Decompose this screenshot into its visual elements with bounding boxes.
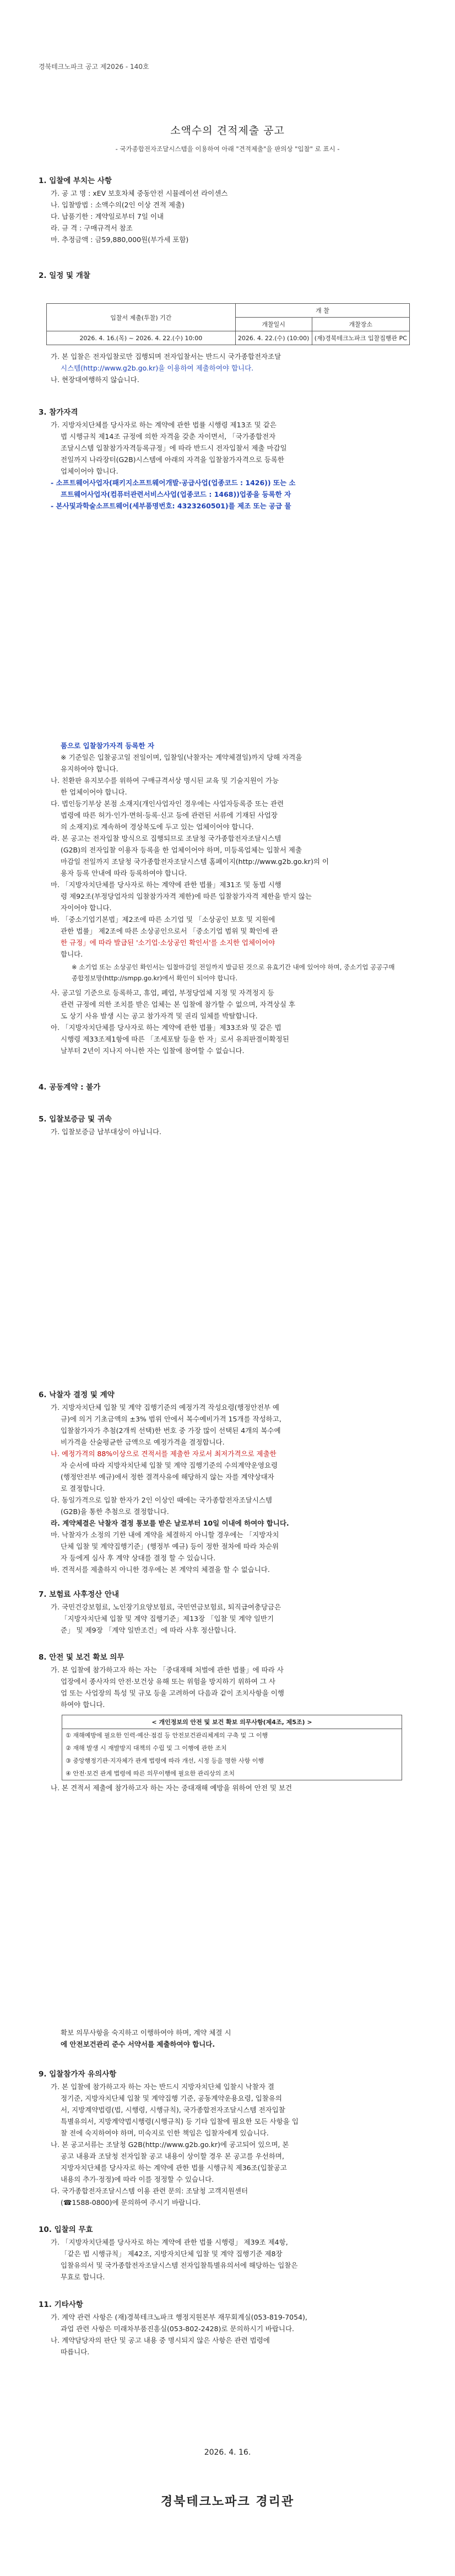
- issuing-organization: 경북테크노파크 경리관: [160, 2495, 295, 2509]
- s3-box-item: 한 업체이어야 합니다.: [61, 788, 127, 796]
- s9-item: 찰 전에 숙지하여야 하며, 미숙지로 인한 책임은 입찰자에게 있습니다.: [61, 2129, 269, 2137]
- s6-item: 입찰참가자가 추첨(2개씩 선택)한 번호 중 가장 많이 선택된 4개의 복수예: [61, 1426, 281, 1435]
- s11-item: 가. 계약 관련 사항은 (재)경북테크노파크 행정지원본부 재무회계실(053-819-7054),: [51, 2313, 307, 2321]
- table-header: 개찰장소: [312, 318, 410, 331]
- s9-item: 다. 국가종합전자조달시스템 이용 관련 문의: 조달청 고객지원센터: [51, 2187, 248, 2195]
- s3-box-item: 유지하여야 합니다.: [61, 765, 118, 773]
- s2-item-link[interactable]: 시스템(http://www.g2b.go.kr)을 이용하여 제출하여야 합니다.: [61, 364, 254, 372]
- s3-box-item: 마. 「지방자치단체를 당사자로 하는 계약에 관한 법률」제31조 및 동법 시행: [51, 881, 281, 889]
- s3-note: ※ 소기업 또는 소상공인 확인서는 입찰마감일 전일까지 발급된 것으로 유효기간 내에 있어야 하며, 중소기업 공공구매 종합정보망(http://smpp.go.kr)에서 확인이 되어야 합니다.: [72, 963, 395, 982]
- s10-item: 「같은 법 시행규칙」 제42조, 지방자치단체 입찰 및 계약 집행기준 제8장: [61, 2250, 283, 2258]
- safety-duty-box: [62, 1715, 402, 1780]
- s10-item: 가. 「지방자치단체를 당사자로 하는 계약에 관한 법률 시행령」 제39조 제4항,: [51, 2238, 288, 2246]
- s9-item: 특별유의서, 지방계약법시행령(시행규칙) 등 기타 입찰에 필요한 모든 사항을 입: [61, 2117, 299, 2126]
- s6-item: 다. 동일가격으로 입찰 한자가 2인 이상인 때에는 국가종합전자조달시스템: [51, 1496, 272, 1504]
- notice-date: 2026. 4. 16.: [204, 2448, 251, 2457]
- section-4-heading: 4. 공동계약 : 불가: [39, 1083, 101, 1092]
- s3-box-item: 나. 친환판 유지보수를 위하여 구매규격서상 명시된 교육 및 기술지원이 가능: [51, 776, 279, 785]
- section-7-heading: 7. 보험료 사후정산 안내: [39, 1590, 119, 1599]
- s6-item: (행정안전부 예규)에서 정한 결격사유에 해당하지 않는 자를 계약상대자: [61, 1473, 274, 1481]
- s3-box-item: 도 상기 사유 발생 시는 공고 참가자격 및 권리 일체를 박탈합니다.: [61, 1012, 258, 1020]
- s11-item: 따릅니다.: [61, 2348, 90, 2356]
- s10-item: 무효로 합니다.: [61, 2273, 105, 2281]
- s11-item: 과업 관련 사항은 미래차부품진흥실(053-802-2428)로 문의하시기 바랍니다.: [61, 2325, 295, 2333]
- section-2-heading: 2. 일정 및 개찰: [39, 271, 90, 280]
- s2-item: 가. 본 입찰은 전자입찰로만 집행되며 전자입찰서는 반드시 국가종합전자조달: [51, 352, 281, 361]
- s7-item: 준」 및 제9장 「계약 일반조건」에 따라 사후 정산합니다.: [61, 1626, 236, 1634]
- s3-box-item: 다. 법인등기부상 본점 소재지(개인사업자인 경우에는 사업자등록증 또는 관련: [51, 799, 284, 808]
- s3-box-item: 관한 법률」 제2조에 따른 소상공인으로서 「중소기업 범위 및 확인에 관: [61, 927, 278, 935]
- safety-duty-row: ③ 중앙행정기관·지자체가 관계 법령에 따라 개선, 시정 등을 명한 사항 이행: [66, 1757, 264, 1764]
- table-header: 개 찰: [235, 304, 409, 318]
- s8-item: 업 또는 사업장의 특성 및 규모 등을 고려하여 다음과 같이 조치사항을 이행: [61, 1689, 284, 1697]
- section-1-heading: 1. 입찰에 부치는 사항: [39, 176, 112, 185]
- s6-item: 로 결정합니다.: [61, 1484, 105, 1493]
- s3-box-item: 마감일 전일까지 조달청 국가종합전자조달시스템 홈페이지(http://www.g2b.go.kr)의 이: [61, 857, 329, 866]
- s3-box-item: 의 소재지)로 계속하여 경상북도에 두고 있는 업체이어야 합니다.: [61, 823, 254, 831]
- s6-item: 자 등에게 심사 후 계약 상대를 결정 할 수 있습니다.: [61, 1554, 216, 1562]
- section-5-heading: 5. 입찰보증금 및 귀속: [39, 1115, 112, 1124]
- s3-item: 가. 지방자치단체를 당사자로 하는 계약에 관한 법률 시행령 제13조 및 같은: [51, 421, 277, 429]
- s6-item: 라. 계약체결은 낙찰자 결정 통보를 받은 날로부터 10일 이내에 하여야 합니다.: [51, 1519, 289, 1527]
- s3-box-item: 바. 「중소기업기본법」제2조에 따른 소기업 및 「소상공인 보호 및 지원에: [51, 915, 275, 924]
- table-header: 개찰일시: [235, 318, 312, 331]
- safety-duty-row: ① 재해예방에 필요한 인력·예산·점검 등 안전보건관리체계의 구축 및 그 이행: [66, 1732, 268, 1739]
- s8-item: 업장에서 종사자의 안전·보건상 유해 또는 위험을 방지하기 위하여 그 사: [61, 1677, 275, 1686]
- s6-item: (G2B)을 통한 추첨으로 결정합니다.: [61, 1507, 169, 1516]
- s9-item: 공고 내용과 조달청 전자입찰 공고 내용이 상이할 경우 본 공고를 우선하며,: [61, 2152, 284, 2160]
- s3-box-item: 령 제92조(부정당업자의 입찰참가자격 제한)에 따른 입찰참가자격 제한을 받지 않는: [61, 892, 312, 900]
- s3-box-item: 라. 본 공고는 전자입찰 방식으로 집행되므로 조달청 국가종합전자조달시스템: [51, 834, 281, 842]
- s9-item: 정기준, 지방자치단체 입찰 및 계약집행 기준, 공동계약운용요령, 입찰유의: [61, 2094, 282, 2102]
- s6-item: 바. 견적서를 제출하지 아니한 경우에는 본 계약의 체결을 할 수 없습니다.: [51, 1565, 270, 1574]
- s3-item: 업체이어야 합니다.: [61, 467, 118, 475]
- s8-item: 나. 본 견적서 제출에 참가하고자 하는 자는 중대재해 예방을 위하여 안전 및 보건: [51, 1784, 292, 1792]
- s3-box-item: 품으로 입찰참가자격 등록한 자: [61, 742, 155, 750]
- section-8-heading: 8. 안전 및 보건 확보 의무: [39, 1653, 124, 1662]
- s3-box-item: 한 규정」에 따라 발급된 '소기업·소상공인 확인서'를 소지한 업체이어야: [61, 938, 275, 947]
- table-cell: 2026. 4. 16.(목) ~ 2026. 4. 22.(수) 10:00: [47, 331, 236, 345]
- s6-item: 단체 입찰 및 계약집행기준」(행정부 예규) 등이 정한 절차에 따라 차순위: [61, 1542, 279, 1550]
- s9-item: 가. 본 입찰에 참가하고자 하는 자는 반드시 지방자치단체 입찰시 낙찰자 결: [51, 2083, 274, 2091]
- s5-item: 가. 입찰보증금 납부대상이 아닙니다.: [51, 1128, 161, 1136]
- safety-duty-box-title: < 개인정보의 안전 및 보건 확보 의무사항(제4조, 제5조) >: [62, 1715, 402, 1729]
- s7-item: 가. 국민건강보험료, 노인장기요양보험료, 국민연금보험료, 퇴직급여충당금은: [51, 1603, 281, 1611]
- s3-box-item: 용자 등록 안내에 따라 등록하여야 합니다.: [61, 869, 187, 877]
- section-3-heading: 3. 참가자격: [39, 408, 78, 417]
- section-6-heading: 6. 낙찰자 결정 및 계약: [39, 1391, 115, 1399]
- s9-item: (☎1588-0800)에 문의하여 주시기 바랍니다.: [61, 2198, 201, 2207]
- s7-item: 「지방자치단체 입찰 및 계약 집행기준」제13장 「입찰 및 계약 일반기: [61, 1614, 274, 1623]
- s3-box-item: 사. 공고일 기준으로 등록하고, 휴업, 폐업, 부정당업체 지정 및 자격정지 등: [51, 989, 274, 997]
- s8-item: 가. 본 입찰에 참가하고자 하는 자는 「중대재해 처벌에 관한 법률」에 따라 사: [51, 1666, 284, 1674]
- s1-item: 나. 입찰방법 : 소액수의(2인 이상 견적 제출): [51, 201, 185, 209]
- s9-item: 서, 지방계약법령(법, 시행령, 시행규칙), 국가종합전자조달시스템 전자입찰: [61, 2106, 285, 2114]
- s3-box-item: 관련 규정에 의한 조치를 받은 업체는 본 입찰에 참가할 수 없으며, 자격상실 후: [61, 1000, 295, 1008]
- section-10-heading: 10. 입찰의 무효: [39, 2225, 93, 2234]
- s6-item: 자 순서에 따라 지방자치단체 입찰 및 계약 집행기준의 수의계약운영요령: [61, 1461, 278, 1469]
- table-header: 입찰서 제출(투찰) 기간: [47, 304, 236, 331]
- s3-qualification-2: 프트웨어사업자(컴퓨터관련서비스사업(업종코드 : 1468))업종을 등록한 자: [61, 490, 291, 498]
- s9-item: 나. 본 공고서류는 조달청 G2B(http://www.g2b.go.kr)에 공고되어 있으며, 본: [51, 2140, 289, 2149]
- s8-item: 하여야 합니다.: [61, 1700, 105, 1709]
- s6-item: 마. 낙찰자가 소정의 기한 내에 계약을 체결하지 아니할 경우에는 「지방자치: [51, 1531, 279, 1539]
- s9-item: 지방자치단체를 당사자로 하는 계약에 관한 법률 시행규칙 제36조(입찰공고: [61, 2164, 287, 2172]
- s3-qualification-3: - 본사및과학술소프트웨어(세부품명번호: 4323260501)를 제조 또는 공급 물: [51, 502, 291, 510]
- table-cell: (재)경북테크노파크 입찰집행관 PC: [312, 331, 410, 345]
- s3-box-item: 자이어야 합니다.: [61, 904, 112, 912]
- s1-item: 가. 공 고 명 : xEV 보호차체 중동안전 시뮬레이션 라이센스: [51, 189, 228, 197]
- s1-item: 마. 추정금액 : 금59,880,000원(부가세 포함): [51, 235, 189, 244]
- s3-box-item: 합니다.: [61, 950, 83, 958]
- safety-duty-row: ④ 안전·보건 관계 법령에 따른 의무이행에 필요한 관리상의 조치: [66, 1770, 235, 1777]
- page2-continued: 확보 의무사항을 숙지하고 이행하여야 하며, 계약 체결 시: [61, 2028, 231, 2037]
- s3-item: 법 시행규칙 제14조 규정에 의한 자격을 갖춘 자이면서, 「국가종합전자: [61, 432, 276, 441]
- s3-qualification-1: - 소프트웨어사업자(패키지소프트웨어개발·공급사업(업종코드 : 1426)) 또는 소: [51, 479, 296, 487]
- s3-box-item: ※ 기준일은 입찰공고일 전일이며, 입찰일(낙찰자는 계약체결일)까지 당해 자격을: [61, 753, 302, 761]
- s3-item: 조달시스템 입찰참가자격등록규정」에 따라 반드시 전자입찰서 제출 마감일: [61, 444, 287, 452]
- s6-item: 가. 지방자치단체 입찰 및 계약 집행기준의 예정가격 작성요령(행정안전부 예: [51, 1403, 279, 1412]
- s3-box-item: 시행령 제33조제1항에 따른 「조세포탈 등을 한 자」로서 유죄판결이확정된: [61, 1035, 289, 1043]
- s3-item: 전일까지 나라장터(G2B)시스템에 아래의 자격을 입찰참가자격으로 등록한: [61, 455, 285, 464]
- section-9-heading: 9. 입찰참가자 유의사항: [39, 2070, 117, 2079]
- safety-duty-row: ② 재해 발생 시 재발방지 대책의 수립 및 그 이행에 관한 조치: [66, 1745, 227, 1752]
- page-title: 소액수의 견적제출 공고: [170, 125, 285, 137]
- section-11-heading: 11. 기타사항: [39, 2300, 83, 2309]
- s3-box-item: 날부터 2년이 지나지 아니한 자는 입찰에 참여할 수 없습니다.: [61, 1046, 245, 1055]
- s9-item: 내용의 추가·정정)에 따라 이를 정정할 수 있습니다.: [61, 2175, 214, 2183]
- s1-item: 라. 규 격 : 구매규격서 참조: [51, 224, 133, 232]
- page2-continued: 에 안전보건관리 준수 서약서를 제출하여야 합니다.: [61, 2040, 215, 2048]
- s3-box-item: (G2B)의 전자입찰 이용자 등록을 한 업체이어야 하며, 미등록업체는 입찰서 제출: [61, 846, 302, 854]
- s10-item: 입찰유의서 및 국가종합전자조달시스템 전자입찰특별유의서에 해당하는 입찰은: [61, 2261, 298, 2269]
- s6-item: 비가격을 산술평균한 금액으로 예정가격을 결정합니다.: [61, 1438, 225, 1446]
- s3-box-item: 아. 「지방자치단체를 당사자로 하는 계약에 관한 법률」제33조와 및 같은 법: [51, 1023, 281, 1032]
- table-cell: 2026. 4. 22.(수) (10:00): [235, 331, 312, 345]
- schedule-table: [46, 303, 410, 345]
- s1-item: 다. 납품기한 : 계약일로부터 7일 이내: [51, 212, 164, 221]
- s6-item: 나. 예정가격의 88%이상으로 견적서를 제출한 자로서 최저가격으로 제출한: [51, 1450, 277, 1458]
- notice-number: 경북테크노파크 공고 제2026 - 140호: [39, 63, 149, 71]
- s2-item: 나. 현장대여행하지 않습니다.: [51, 375, 139, 384]
- s3-box-item: 법령에 따른 허가·인가·면허·등록·신고 등에 관련된 서류에 기재된 사업장: [61, 811, 278, 819]
- s11-item: 나. 계약담당자의 판단 및 공고 내용 중 명시되지 않은 사항은 관련 법령에: [51, 2336, 270, 2344]
- page-subtitle: - 국가종합전자조달시스템을 이용하여 아래 "견적제출"을 판의상 "입찰" 로 표시 -: [115, 145, 340, 153]
- s6-item: 규)에 의거 기초금액의 ±3% 범위 안에서 복수예비가격 15개를 작성하고,: [61, 1415, 281, 1423]
